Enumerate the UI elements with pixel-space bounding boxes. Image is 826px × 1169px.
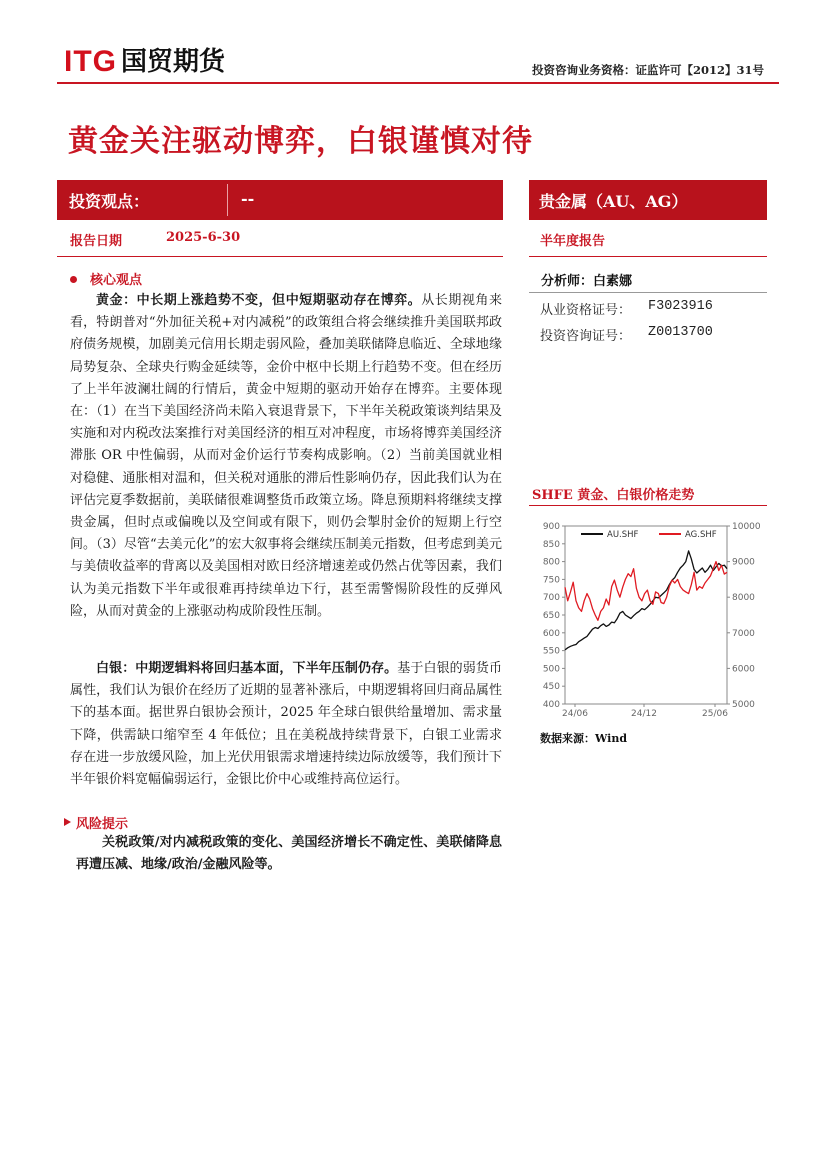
logo-company-name: 国贸期货 [121,47,226,77]
gold-lead: 黄金：中长期上涨趋势不变，但中短期驱动存在博弈。 [96,293,422,308]
right-tick-label: 9000 [732,557,755,568]
right-tick-label: 8000 [732,593,755,604]
right-tick-label: 10000 [732,522,761,532]
analyst-name: 分析师：白素娜 [541,274,633,289]
right-divider [529,256,767,257]
report-title: 黄金关注驱动博弈，白银谨慎对待 [68,124,533,159]
advisory-label: 投资咨询证号： [540,329,632,344]
license-text: 投资咨询业务资格：证监许可【2012】31号 [531,63,764,77]
investment-view-label: 投资观点： [69,192,150,211]
report-date-value: 2025-6-30 [166,230,241,245]
left-tick-label: 700 [542,593,560,604]
risk-text: 关税政策/对内减税政策的变化、美国经济增长不确定性、美联储降息再遭压减、地缘/政治/金融风险等。 [76,835,502,873]
sector-banner [529,180,767,220]
header-divider [57,82,779,84]
plot-frame [565,526,727,704]
sector-label: 贵金属（AU、AG） [539,192,688,211]
au-line [565,551,727,650]
right-tick-label: 5000 [732,700,755,710]
left-tick-label: 450 [542,682,560,693]
investment-view-banner [57,180,503,220]
silver-text: 基于白银的弱货币属性，我们认为银价在经历了近期的显著补涨后，中期逻辑将回归商品属性下的基本面。据世界白银协会预计，2025 年全球白银供给量增加、需求量下降，供需缺口缩窄至 4 年低位；且在美税战持续背景下，白银工业需求存在进一步放缓风险，加上光伏用银需求增速持续边际放缓等，我们预计下半年银价料宽幅偏弱运行，金银比价中心或维持高位运行。 [70,661,502,788]
chart-title: SHFE 黄金、白银价格走势 [532,488,695,503]
price-chart [529,514,767,724]
advisory-value: Z0013700 [648,325,713,340]
ag-line [565,562,727,621]
x-tick-label: 24/12 [631,709,657,719]
core-view-heading: 核心观点 [90,273,143,288]
left-tick-label: 400 [542,700,560,710]
analyst-divider [529,292,767,293]
risk-heading: 风险提示 [76,817,129,832]
left-divider [57,256,503,257]
left-tick-label: 900 [542,522,560,532]
right-tick-label: 7000 [732,628,755,639]
left-tick-label: 600 [542,628,560,639]
investment-view-value: -- [241,189,255,208]
arrow-icon [64,818,71,826]
report-date-label: 报告日期 [70,234,123,249]
gold-text: 从长期视角来看，特朗普对“外加征关税+对内减税”的政策组合将会继续推升美国联邦政府债务规模，加剧美元信用长期走弱风险，叠加美联储降息临近、全球地缘局势复杂、全球央行购金延续等，金价中枢中长期上行趋势不变。但在经历了上半年波澜壮阔的行情后，黄金中短期的驱动开始存在博弈。主要体现在：（1）在当下美国经济尚未陷入衰退背景下，下半年关税政策谈判结果及实施和对内税改法案推行对美国经济的相互对冲程度，市场将博弈美国经济滞胀 OR 中性偏弱，从而对金价运行节奏构成影响。（2）当前美国就业相对稳健、通胀相对温和，但关税对通胀的滞后性影响仍存，因此我们认为在评估完夏季数据前，美联储很难调整货币政策立场。降息预期料将继续支撑贵金属，但时点或偏晚以及空间或有限下，则仍会掣肘金价的短期上行空间。（3）尽管“去美元化”的宏大叙事将会继续压制美元指数，但考虑到美元与美债收益率的背离以及美国相对欧日经济增速差或仍然占优等因素，我们认为美元指数下半年或很难再持续单边下行，甚至需警惕阶段性的反弹风险，从而对黄金的上涨驱动构成阶段性压制。 [70,293,502,619]
left-tick-label: 650 [542,611,560,621]
legend-label: AU.SHF [607,530,639,540]
chart-source: 数据来源：Wind [540,732,628,745]
legend-label: AG.SHF [685,530,717,540]
gold-paragraph [70,290,502,623]
bullet-icon [70,276,77,283]
x-tick-label: 24/06 [562,709,588,719]
silver-paragraph [70,658,502,791]
silver-lead: 白银：中期逻辑料将回归基本面，下半年压制仍存。 [96,661,398,676]
banner-separator [227,184,228,216]
logo-itg: ITG [64,45,117,78]
cert-value: F3023916 [648,299,713,314]
left-tick-label: 750 [542,575,560,586]
chart-divider [529,505,767,506]
cert-label: 从业资格证号： [540,303,632,318]
x-tick-label: 25/06 [702,709,728,719]
left-tick-label: 850 [542,539,560,550]
left-tick-label: 500 [542,664,560,675]
left-tick-label: 800 [542,557,560,568]
report-type: 半年度报告 [540,234,606,249]
right-tick-label: 6000 [732,664,755,675]
left-tick-label: 550 [542,646,560,657]
